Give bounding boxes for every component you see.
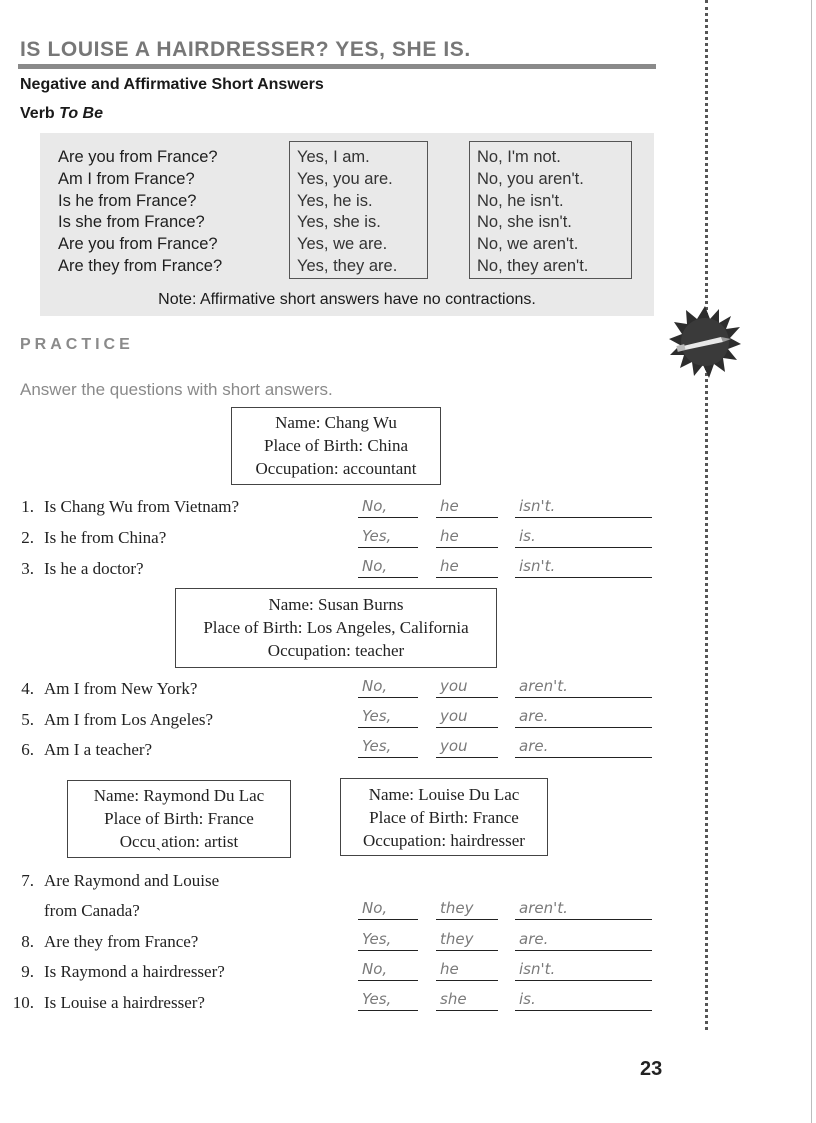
question-item [0, 679, 197, 699]
question-number: 6. [21, 740, 34, 759]
answer-blank[interactable]: No, [358, 556, 418, 578]
answer-blank[interactable]: are. [515, 929, 652, 951]
negative-answer: No, we aren't. [477, 235, 579, 254]
answer-blank[interactable]: they [436, 898, 498, 920]
question-text: Am I a teacher? [44, 740, 153, 759]
verb-prefix: Verb [20, 105, 55, 122]
answer-blank[interactable]: are. [515, 736, 652, 758]
practice-heading: PRACTICE [20, 336, 134, 353]
answer-blank[interactable]: are. [515, 706, 652, 728]
answer-blank[interactable]: he [436, 526, 498, 548]
verb-name: To Be [59, 105, 103, 122]
question-text: Is he a doctor? [44, 559, 144, 578]
answer-blank[interactable]: No, [358, 676, 418, 698]
question-text: Is Raymond a hairdresser? [44, 962, 225, 981]
answer-blank[interactable]: Yes, [358, 736, 418, 758]
affirmative-answer: Yes, she is. [297, 213, 381, 232]
grammar-note: Note: Affirmative short answers have no contractions. [158, 291, 536, 308]
question-number: 4. [21, 679, 34, 698]
answer-blank[interactable]: Yes, [358, 989, 418, 1011]
question-item [0, 962, 225, 982]
profile-card-susan [175, 588, 497, 668]
card-name: Name: Chang Wu [275, 413, 397, 432]
card-birthplace: Place of Birth: France [104, 809, 254, 828]
question-number: 1. [21, 497, 34, 516]
card-occupation: Occupation: teacher [267, 641, 405, 660]
question-number: 5. [21, 710, 34, 729]
answer-blank[interactable]: is. [515, 989, 652, 1011]
negative-answer: No, they aren't. [477, 256, 589, 275]
answer-blank[interactable]: they [436, 929, 498, 951]
card-name: Name: Raymond Du Lac [93, 786, 265, 805]
card-occupation: Occuˏation: artist [119, 832, 239, 851]
affirmative-answer: Yes, I am. [297, 148, 370, 166]
answer-blank[interactable]: Yes, [358, 929, 418, 951]
negative-answer: No, you aren't. [477, 169, 584, 188]
section-subtitle: Negative and Affirmative Short Answers [20, 76, 324, 93]
answer-blank[interactable]: isn't. [515, 496, 652, 518]
page-edge [811, 0, 812, 1123]
pencil-badge-icon [669, 306, 741, 378]
question-item [0, 528, 166, 548]
affirmative-answer: Yes, they are. [297, 256, 398, 275]
affirmative-answers-box [289, 141, 428, 279]
question-number: 3. [21, 559, 34, 578]
grammar-question: Are they from France? [58, 256, 223, 275]
affirmative-answer: Yes, you are. [297, 169, 393, 188]
negative-answer: No, I'm not. [477, 148, 561, 166]
question-text: Is Louise a hairdresser? [44, 993, 205, 1012]
question-text: Is Chang Wu from Vietnam? [44, 497, 240, 516]
card-occupation: Occupation: accountant [255, 459, 417, 478]
question-number: 10. [12, 993, 34, 1012]
answer-blank[interactable]: aren't. [515, 676, 652, 698]
answer-blank[interactable]: he [436, 496, 498, 518]
answer-blank[interactable]: No, [358, 496, 418, 518]
card-occupation: Occupation: hairdresser [363, 831, 525, 850]
grammar-question: Is he from France? [58, 191, 197, 210]
affirmative-answer: Yes, he is. [297, 191, 373, 210]
question-number: 9. [21, 962, 34, 981]
question-item [0, 710, 213, 730]
answer-blank[interactable]: he [436, 959, 498, 981]
card-birthplace: Place of Birth: China [263, 436, 408, 455]
answer-blank[interactable]: isn't. [515, 959, 652, 981]
grammar-box [40, 133, 654, 316]
question-item [0, 932, 198, 952]
answer-blank[interactable]: you [436, 676, 498, 698]
card-birthplace: Place of Birth: Los Angeles, California [203, 618, 469, 637]
grammar-question: Are you from France? [58, 235, 218, 254]
answer-blank[interactable]: No, [358, 959, 418, 981]
answer-blank[interactable]: he [436, 556, 498, 578]
answer-blank[interactable]: she [436, 989, 498, 1011]
profile-card-louise [340, 778, 548, 856]
grammar-question: Is she from France? [58, 213, 205, 232]
answer-blank[interactable]: No, [358, 898, 418, 920]
answer-blank[interactable]: aren't. [515, 898, 652, 920]
negative-answer: No, he isn't. [477, 191, 564, 210]
page-number: 23 [640, 1058, 663, 1080]
affirmative-answer: Yes, we are. [297, 235, 388, 254]
question-item [0, 740, 152, 760]
question-text: Are Raymond and Louise [44, 871, 220, 890]
answer-blank[interactable]: is. [515, 526, 652, 548]
negative-answers-box [469, 141, 632, 279]
question-item [0, 559, 144, 579]
question-item [0, 497, 239, 517]
negative-answer: No, she isn't. [477, 213, 572, 232]
title-rule [18, 64, 656, 69]
question-number: 7. [21, 871, 34, 890]
question-text: Am I from New York? [44, 679, 198, 698]
card-name: Name: Louise Du Lac [368, 785, 520, 804]
answer-blank[interactable]: Yes, [358, 706, 418, 728]
answer-blank[interactable]: you [436, 706, 498, 728]
answer-blank[interactable]: Yes, [358, 526, 418, 548]
grammar-questions [58, 147, 222, 278]
verb-heading [20, 105, 103, 123]
card-birthplace: Place of Birth: France [369, 808, 519, 827]
page-title: IS LOUISE A HAIRDRESSER? YES, SHE IS. [20, 38, 471, 61]
profile-card-chang [231, 407, 441, 485]
profile-card-raymond [67, 780, 291, 858]
question-number: 2. [21, 528, 34, 547]
card-name: Name: Susan Burns [268, 595, 404, 614]
question-item [0, 871, 219, 891]
question-text: Are they from France? [44, 932, 199, 951]
question-text: Is he from China? [44, 528, 167, 547]
question-item [0, 993, 205, 1013]
grammar-question: Are you from France? [58, 148, 218, 166]
answer-blank[interactable]: isn't. [515, 556, 652, 578]
answer-blank[interactable]: you [436, 736, 498, 758]
practice-instruction: Answer the questions with short answers. [20, 380, 333, 399]
grammar-question: Am I from France? [58, 169, 195, 188]
question-text: Am I from Los Angeles? [44, 710, 214, 729]
question-number: 8. [21, 932, 34, 951]
question-text-continued: from Canada? [44, 901, 140, 920]
perforation-line [705, 0, 708, 1030]
